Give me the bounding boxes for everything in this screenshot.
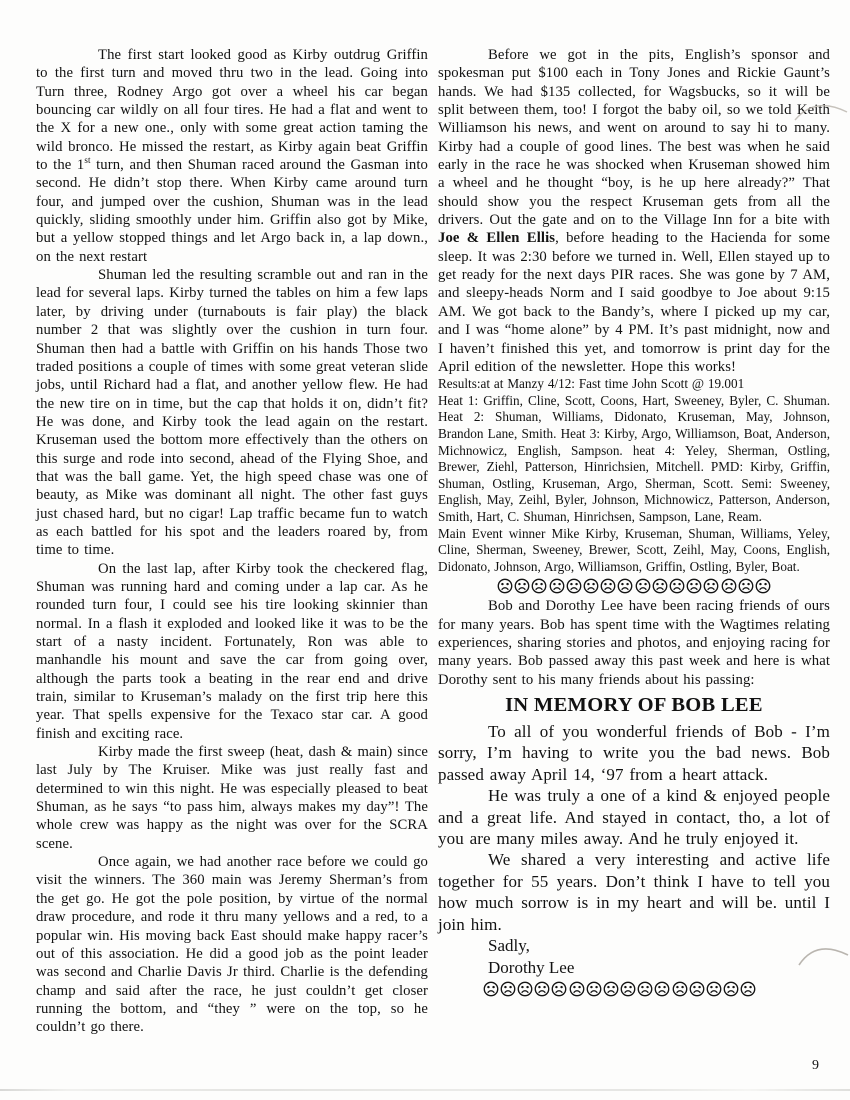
left-column <box>36 46 428 1037</box>
results-main-event-line: Main Event winner Mike Kirby, Kruseman, Shuman, Williams, Yeley, Cline, Sherman, Sweeney, Brewer, Scott, Zeihl, May, Coons, English, Didonato, Johnson, Argo, Williamson, Griffin, Ostling, Byler, Boat. <box>438 525 830 574</box>
paragraph-text: The first start looked good as Kirby outdrug Griffin to the first turn and moved thru two in the lead. Going into Turn three, Rodney Argo got over a wheel his car began bouncing car wildly on all four tires. He had a flat and went to the X for a new one., only with some great action taming the wild bronco. He missed the restart, as Kirby again beat Griffin to the 1 <box>36 47 428 174</box>
sad-face-icon <box>483 981 499 997</box>
ordinal-superscript: st <box>84 155 91 166</box>
sad-face-icon <box>620 981 636 997</box>
signature-sadly: Sadly, <box>488 936 530 956</box>
sad-face-icon <box>514 578 530 594</box>
signature-name: Dorothy Lee <box>488 957 575 977</box>
sad-face-icon <box>703 578 719 594</box>
article-paragraph-6 <box>438 46 830 376</box>
sad-face-icon <box>603 981 619 997</box>
sad-face-icon <box>755 578 771 594</box>
sad-face-icon <box>738 578 754 594</box>
sad-face-icon <box>706 981 722 997</box>
sad-face-icon <box>500 981 516 997</box>
memorial-paragraph-1: To all of you wonderful friends of Bob - I’m sorry, I’m having to write you the bad news. Bob passed away April 14, ‘97 from a heart attack. <box>438 722 830 784</box>
sad-face-icon <box>600 578 616 594</box>
sad-face-icon <box>566 578 582 594</box>
results-intro-line: Results:at at Manzy 4/12: Fast time John Scott @ 19.001 <box>438 376 745 392</box>
article-paragraph-1 <box>36 46 428 266</box>
sad-face-icon <box>534 981 550 997</box>
memorial-paragraph-2: He was truly a one of a kind & enjoyed people and a great life. And stayed in contact, tho, a lot of you are many miles away. And he truly enjoyed it. <box>438 786 830 849</box>
memorial-heading: IN MEMORY OF BOB LEE <box>505 694 763 717</box>
article-paragraph-3: On the last lap, after Kirby took the checkered flag, Shuman was running hard and coming under a lap car. As he rounded turn four, I could see his tire looking skinnier than normal. In a flash it exploded and looked like it was to be the start of a nasty incident. Fortunately, Ron was able to manhandle his mount and save the car from going over, although the parts took a beating in the rear end and drive train, similar to Kruseman’s malady on the first trip here this year. That spells expensive for the Texaco star car. A good finish and exciting race. <box>36 560 428 742</box>
sad-face-icon <box>740 981 756 997</box>
article-paragraph-7: Bob and Dorothy Lee have been racing friends of ours for many years. Bob has spent time with the Wagtimes relating experiences, sharing stories and photos, and enjoying racing for many years. Bob passed away this past week and here is what Dorothy sent to his many friends about his passing: <box>438 598 830 688</box>
paragraph-text: Before we got in the pits, English’s sponsor and spokesman put $100 each in Tony Jones and Rickie Gaunt’s hands. We had $135 collected, for Wagsbucks, so it will be split between them, too! I forgot the baby oil, so we told Keith Williamson his news, and went on around to say hi to many. Kirby had a couple of good lines. The best was when he said early in the race he was shocked when Kruseman showed him a wheel and he thought “boy, is he up here already?” That should show you the respect Kruseman gets from all the drivers. Out the gate and on to the Village Inn for a bite with <box>438 47 830 229</box>
memorial-section <box>438 694 830 978</box>
sad-faces-row-top <box>438 576 830 596</box>
sad-face-icon <box>531 578 547 594</box>
sad-face-icon <box>654 981 670 997</box>
sad-face-icon <box>637 981 653 997</box>
sad-face-icon <box>497 578 513 594</box>
article-paragraph-5: Once again, we had another race before we could go visit the winners. The 360 main was Jeremy Sherman’s from the get go. He got the pole position, by virtue of the normal draw procedure, and rode it thru many yellows and a red, to a popular win. His moving back East should make happy racer’s out of this association. He did a good job as the point leader was second and Charlie Davis Jr third. Charlie is the defending champ and said after the race, he just couldn’t get closer running the bottom, and “they ” were on the top, so he couldn’t go there. <box>36 854 428 1036</box>
sad-face-icon <box>551 981 567 997</box>
sad-face-icon <box>723 981 739 997</box>
sad-face-icon <box>689 981 705 997</box>
memorial-paragraph-3: We shared a very interesting and active life together for 55 years. Don’t think I have to tell you how much sorrow is in my heart and will be. until I join him. <box>438 850 830 934</box>
paragraph-text: turn, and then Shuman raced around the Gasman into second. He didn’t stop there. When Kirby came around turn four, and jumped over the cushion, Shuman was in the lead quickly, sliding smoothly under him. Griffin also got by Mike, but a yellow stopped things and let Argo back in, a lap down., on the next restart <box>36 157 428 265</box>
sad-face-icon <box>672 981 688 997</box>
scan-bottom-edge-artifact <box>0 1089 850 1091</box>
page-number: 9 <box>812 1058 819 1073</box>
sad-face-icon <box>686 578 702 594</box>
sad-face-icon <box>517 981 533 997</box>
sad-face-icon <box>586 981 602 997</box>
sad-face-icon <box>583 578 599 594</box>
sad-face-icon <box>617 578 633 594</box>
sad-face-icon <box>652 578 668 594</box>
paragraph-text: , before heading to the Hacienda for some sleep. It was 2:30 before we turned in. Well, Ellen stayed up to get ready for the next days PIR races. She was gone by 7 AM, and sleepy-heads Norm and I said goodbye to Joe about 9:15 AM. We got back to the Bandy’s, where I picked up my car, and I was “home alone” by 4 PM. It’s past midnight, now and I haven’t finished this yet, and tomorrow is print day for the April edition of the newsletter. Hope this works! <box>438 230 830 375</box>
bold-names: Joe & Ellen Ellis <box>438 230 556 247</box>
results-heats-line: Heat 1: Griffin, Cline, Scott, Coons, Hart, Sweeney, Byler, C. Shuman. Heat 2: Shuman, Williams, Didonato, Kruseman, May, Johnson, Brandon Lane, Smith. Heat 3: Kirby, Argo, Williamson, Boat, Anderson, Michnowicz, English, Sampson. heat 4: Yeley, Sherman, Ostling, Brewer, Ziehl, Patterson, Hinrichsien, Mitchell. PMD: Kirby, Griffin, Shuman, Ostling, Kruseman, Argo, Sherman, Scott. Semi: Sweeney, English, May, Zeihl, Byler, Johnson, Michnowicz, Patterson, Anderson, Smith, Hart, C. Shuman, Hinrichsen, Sampson, Lane, Ream. <box>438 392 830 524</box>
sad-face-icon <box>669 578 685 594</box>
sad-face-icon <box>569 981 585 997</box>
article-paragraph-4: Kirby made the first sweep (heat, dash & main) since last July by The Kruiser. Mike was just really fast and determined to win this night. He was especially pleased to beat Shuman, as he says “to pass him, always makes my day”! The whole crew was happy as the night was over for the SCRA scene. <box>36 744 428 852</box>
sad-face-icon <box>721 578 737 594</box>
right-column <box>438 46 830 1000</box>
sad-faces-row-bottom <box>438 979 830 999</box>
article-paragraph-2: Shuman led the resulting scramble out and ran in the lead for several laps. Kirby turned the tables on him a few laps later, by driving under (turnabouts is fair play) the black number 2 that was slightly over the cushion in turn four. Shuman then had a battle with Griffin on his hands Those two traded positions a couple of times with some great veteran slide jobs, until Richard had a flat, and another yellow flew. He had the new tire on in time, but the cap that holds it on, didn’t fit? He was done, and Kirby took the lead again on the restart. Kruseman used the bottom more effectively than the others on this surge and rode into second, ahead of the Flying Shoe, and that was the ball game. Yet, the high speed chase was one of beauty, as Mike was dominant all night. The other fast guys just chased hard, but no cigar! Lap traffic became fun to watch as each battled for his spot and the leaders roared by, from time to time. <box>36 267 429 559</box>
sad-face-icon <box>635 578 651 594</box>
race-results-block <box>438 376 830 575</box>
sad-face-icon <box>549 578 565 594</box>
